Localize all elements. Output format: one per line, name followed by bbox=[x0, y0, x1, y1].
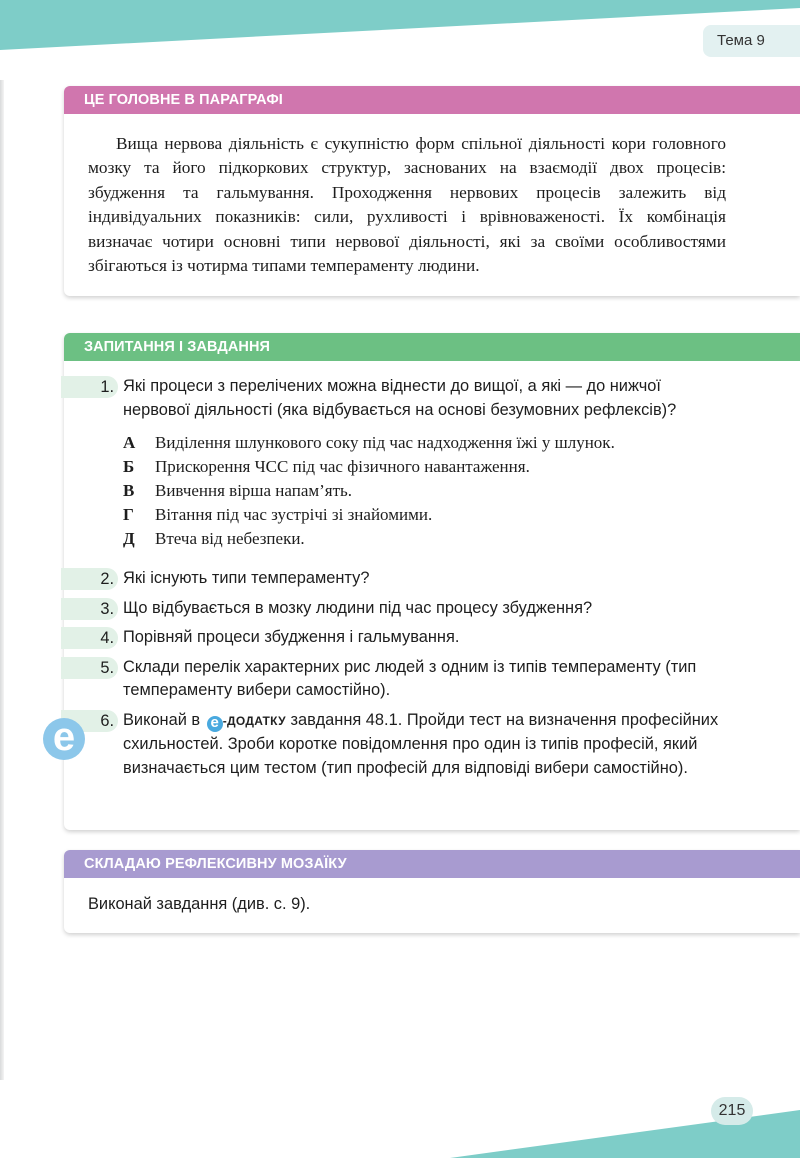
question-text bbox=[123, 709, 728, 781]
summary-title: ЦЕ ГОЛОВНЕ В ПАРАГРАФІ bbox=[64, 86, 800, 114]
question-4 bbox=[64, 626, 800, 650]
summary-panel bbox=[64, 86, 800, 296]
reflection-panel bbox=[64, 850, 800, 933]
option-letter: Б bbox=[123, 457, 135, 476]
answer-option bbox=[123, 503, 728, 527]
question-text: Які процеси з перелічених можна віднести до вищої, а які — до нижчої нервової діяльності (яка відбувається на основі безумовних рефлексів)? bbox=[123, 377, 677, 419]
option-letter: А bbox=[123, 433, 136, 452]
option-text: Виділення шлункового соку під час надходження їжі у шлунок. bbox=[155, 433, 615, 452]
option-text: Вітання під час зустрічі зі знайомими. bbox=[155, 505, 433, 524]
question-text: Що відбувається в мозку людини під час процесу збудження? bbox=[123, 598, 593, 617]
answer-options bbox=[123, 431, 728, 551]
topic-tag: Тема 9 bbox=[703, 25, 800, 57]
question-number: 5. bbox=[61, 657, 118, 679]
answer-option bbox=[123, 455, 728, 479]
answer-option bbox=[123, 431, 728, 455]
question-text: Склади перелік характерних рис людей з одним із типів темпераменту (тип темпераменту вибери самостійно). bbox=[123, 657, 697, 699]
option-letter: Г bbox=[123, 505, 134, 524]
page-edge-shadow bbox=[0, 80, 4, 1080]
question-3 bbox=[64, 597, 800, 621]
option-text: Втеча від небезпеки. bbox=[155, 529, 305, 548]
e-app-label[interactable]: -ДОДАТКУ bbox=[222, 713, 286, 728]
question-number: 2. bbox=[61, 568, 118, 590]
question-number: 4. bbox=[61, 627, 118, 649]
questions-panel bbox=[64, 333, 800, 830]
question-text-end: завдання 48.1. Пройди тест на визначення професійних схильностей. Зроби коротке повідомлення про один із типів професій, який визначається цим тестом (тип професій для відповіді вибери самостійно). bbox=[123, 710, 719, 777]
questions-title: ЗАПИТАННЯ І ЗАВДАННЯ bbox=[64, 333, 800, 361]
reflection-title: СКЛАДАЮ РЕФЛЕКСИВНУ МОЗАЇКУ bbox=[64, 850, 800, 878]
question-5 bbox=[64, 656, 800, 703]
question-number: 3. bbox=[61, 598, 118, 620]
question-text: Порівняй процеси збудження і гальмування. bbox=[123, 628, 460, 646]
top-decor-band bbox=[0, 0, 800, 60]
option-text: Прискорення ЧСС під час фізичного навантаження. bbox=[155, 457, 530, 476]
bottom-decor-band bbox=[0, 1100, 800, 1158]
question-number: 6. bbox=[61, 710, 118, 732]
answer-option bbox=[123, 527, 728, 551]
question-1 bbox=[64, 375, 800, 551]
question-text: Які існують типи темпераменту? bbox=[123, 569, 370, 587]
e-app-icon[interactable]: e bbox=[207, 716, 223, 732]
option-letter: В bbox=[123, 481, 135, 500]
question-6 bbox=[64, 709, 800, 781]
option-letter: Д bbox=[123, 529, 135, 548]
question-2 bbox=[64, 567, 800, 591]
answer-option bbox=[123, 479, 728, 503]
reflection-text: Виконай завдання (див. с. 9). bbox=[88, 895, 311, 913]
summary-text: Вища нервова діяльність є сукупністю форм спільної діяльності кори головного мозку та його підкоркових структур, заснованих на взаємодії двох процесів: збудження та гальмування. Проходження нервових процесів залежить від індивідуальних показників: сили, рухливості і врівноваженості. Їх комбінація визначає чотири основні типи нервової діяльності, які за своїми особливостями збігаються із чотирма типами темпераменту людини. bbox=[88, 134, 726, 276]
e-resource-badge-icon[interactable]: e bbox=[43, 718, 85, 760]
page-number: 215 bbox=[711, 1097, 753, 1125]
option-text: Вивчення вірша напам’ять. bbox=[155, 481, 353, 500]
question-text-start: Виконай в bbox=[123, 710, 201, 729]
question-number: 1. bbox=[61, 376, 118, 398]
